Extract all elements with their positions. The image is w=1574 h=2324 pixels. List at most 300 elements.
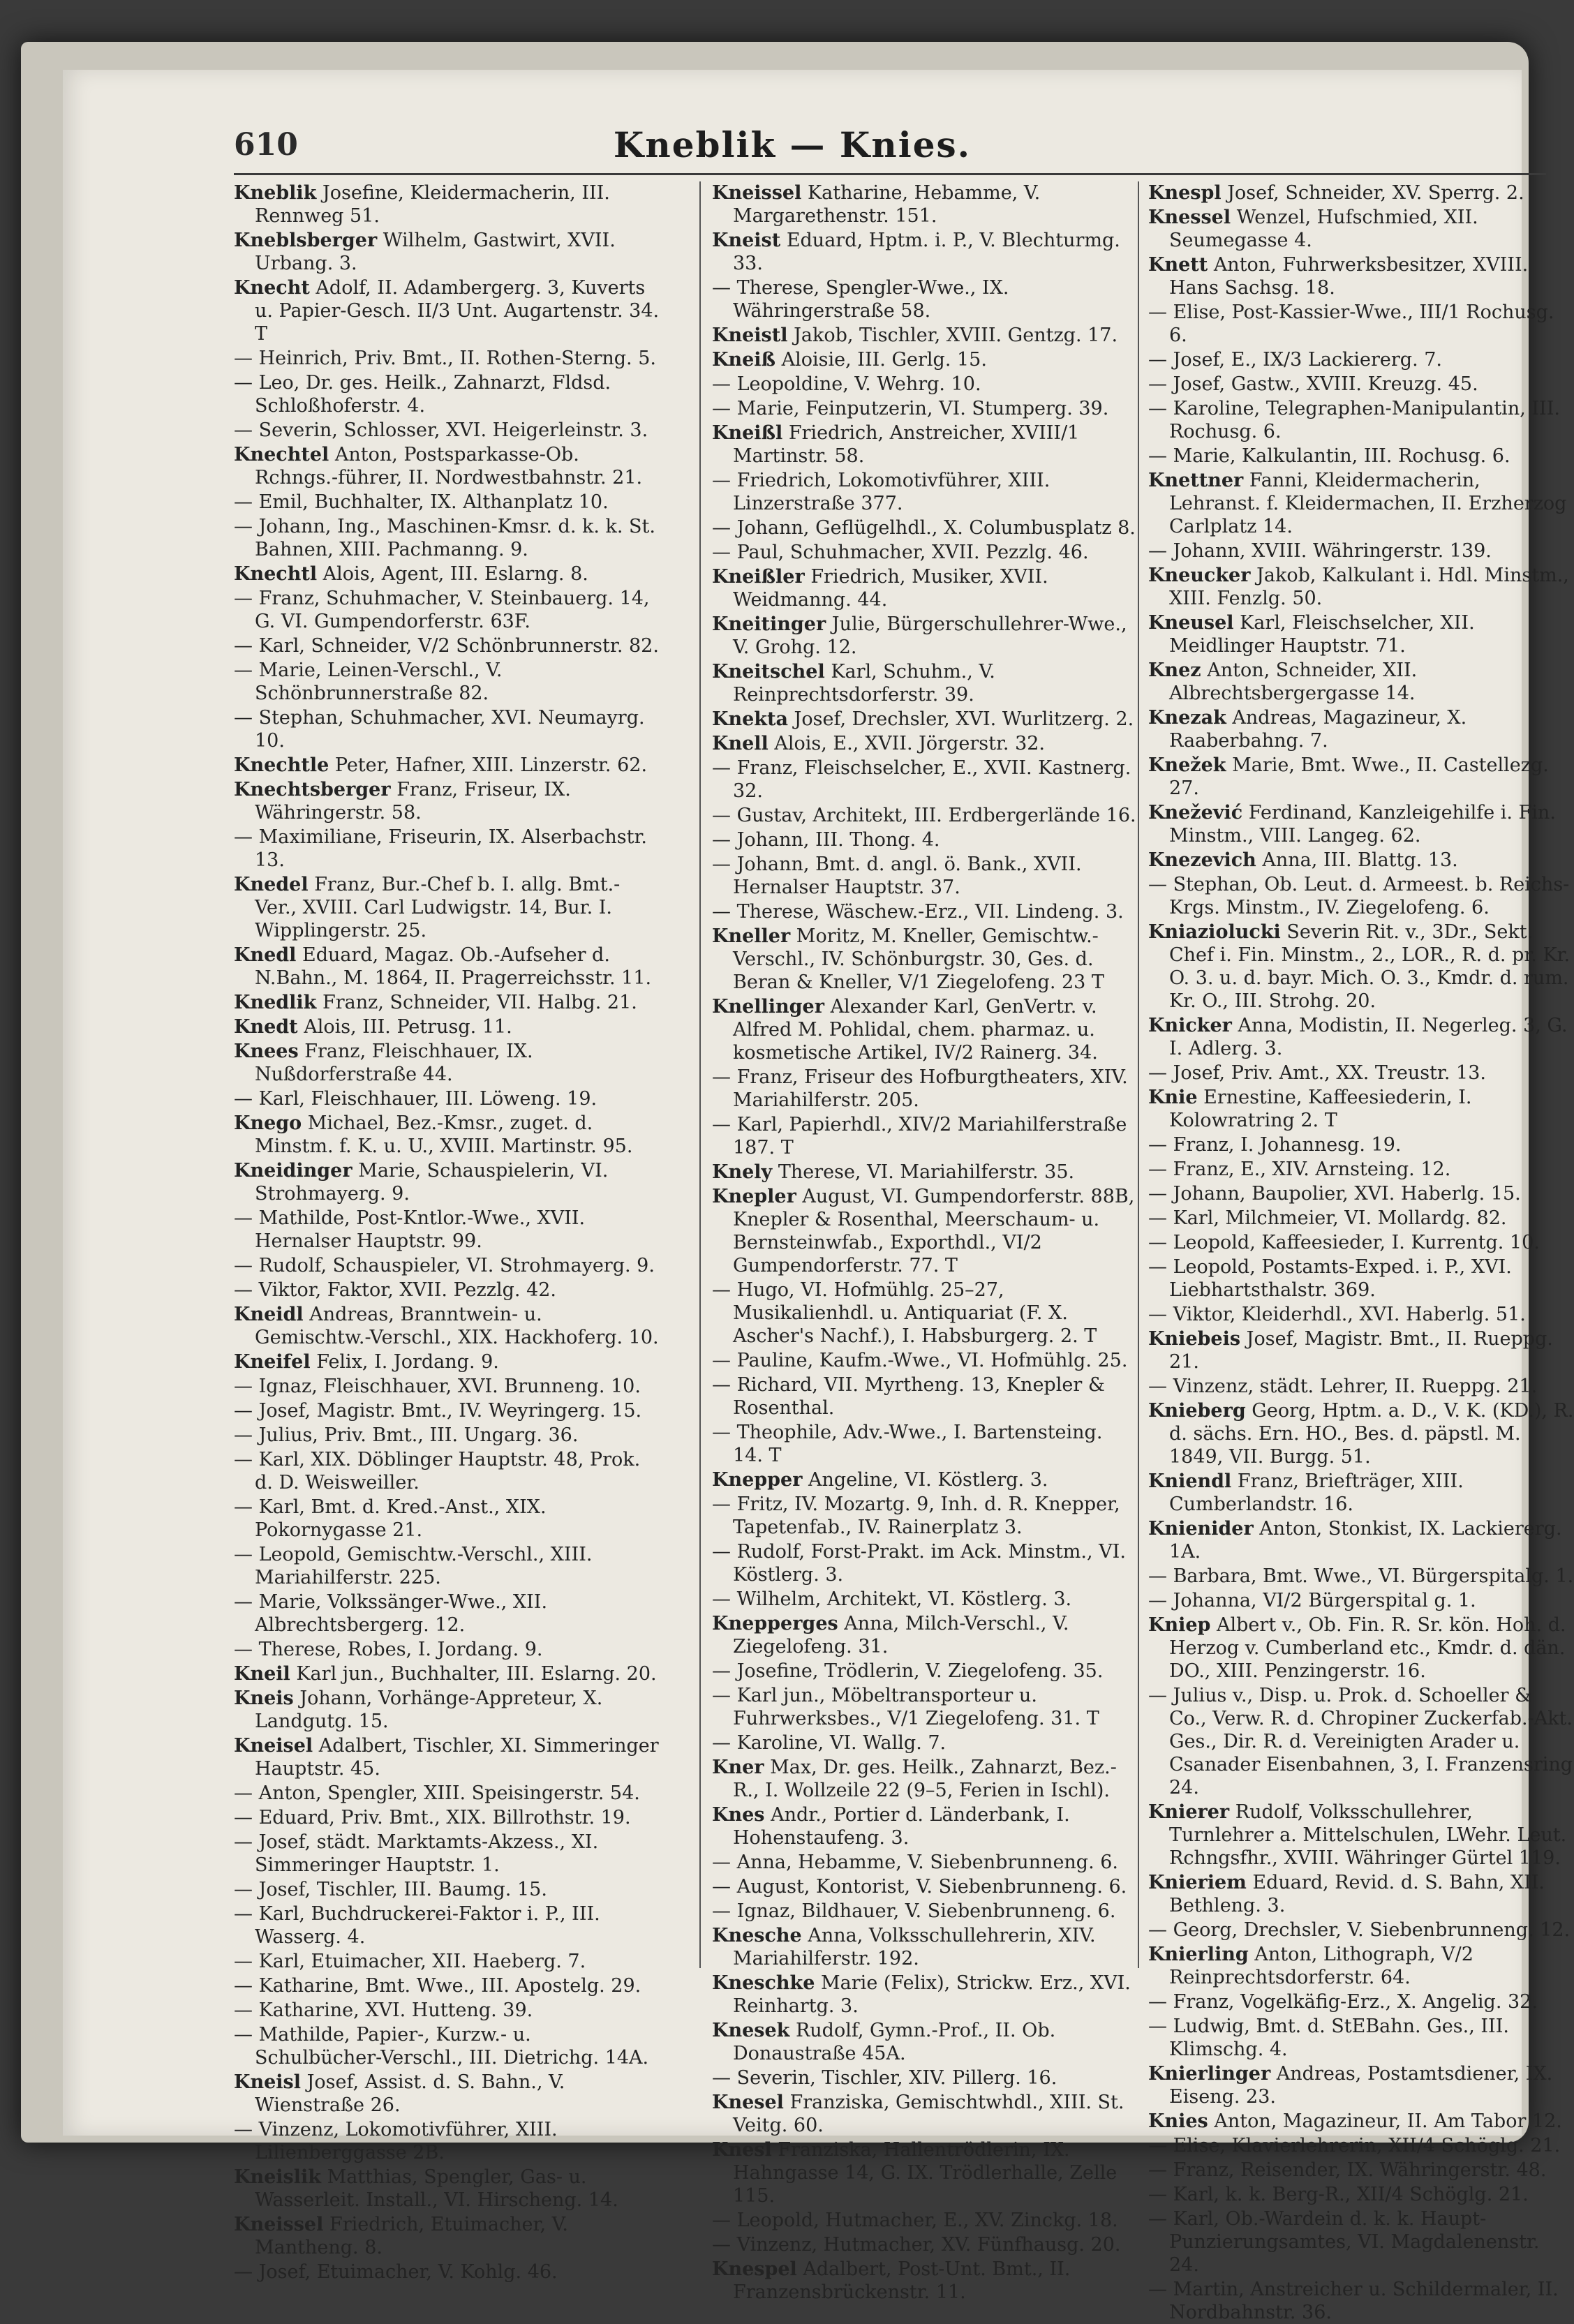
entry-surname: Knespel bbox=[712, 2258, 797, 2280]
entry-surname: Kneis bbox=[234, 1688, 294, 1709]
entry-text: — Karl, Etuimacher, XII. Haeberg. 7. bbox=[234, 1951, 586, 1972]
entry-text: — Vinzenz, städt. Lehrer, II. Rueppg. 21. bbox=[1148, 1376, 1538, 1397]
directory-entry bbox=[1148, 1990, 1574, 2013]
entry-surname: Knicker bbox=[1148, 1015, 1232, 1036]
directory-entry bbox=[1148, 1470, 1574, 1516]
directory-entry bbox=[234, 347, 660, 370]
entry-text: — Katharine, Bmt. Wwe., III. Apostelg. 29. bbox=[234, 1975, 641, 1997]
entry-text: — Pauline, Kaufm.-Wwe., VI. Hofmühlg. 25. bbox=[712, 1350, 1128, 1371]
directory-entry bbox=[712, 1540, 1138, 1586]
entry-text: Wilhelm, Gastwirt, XVII. Urbang. 3. bbox=[255, 230, 616, 274]
entry-surname: Knespl bbox=[1148, 182, 1222, 204]
entry-surname: Kneller bbox=[712, 925, 791, 947]
directory-entry bbox=[712, 516, 1138, 539]
entry-text: Aloisie, III. Gerlg. 15. bbox=[781, 349, 987, 371]
entry-text: Wenzel, Hufschmied, XII. Seumegasse 4. bbox=[1169, 207, 1478, 251]
entry-text: Rudolf, Gymn.-Prof., II. Ob. Donaustraße 45A. bbox=[733, 2020, 1056, 2064]
entry-surname: Kniaziolucki bbox=[1148, 921, 1281, 943]
directory-entry bbox=[1148, 1919, 1574, 1942]
entry-text: — Leopold, Hutmacher, E., XV. Zinckg. 18. bbox=[712, 2210, 1118, 2231]
entry-surname: Kniep bbox=[1148, 1614, 1211, 1636]
directory-entry bbox=[712, 732, 1138, 755]
entry-text: — Franz, Reisender, IX. Währingerstr. 48. bbox=[1148, 2159, 1547, 2181]
directory-entry bbox=[234, 1902, 660, 1949]
entry-surname: Knechtel bbox=[234, 444, 329, 465]
entry-text: — Fritz, IV. Mozartg. 9, Inh. d. R. Knepper, Tapetenfab., IV. Rainerplatz 3. bbox=[712, 1494, 1120, 1538]
entry-text: Ferdinand, Kanzleigehilfe i. Fin. Minstm., VIII. Langeg. 62. bbox=[1169, 802, 1556, 847]
directory-entry bbox=[712, 1612, 1138, 1658]
entry-text: Therese, VI. Mariahilferstr. 35. bbox=[778, 1161, 1075, 1183]
entry-text: — Karl, Ob.-Wardein d. k. k. Haupt-Punzierungsamtes, VI. Magdalenenstr. 24. bbox=[1148, 2208, 1540, 2276]
entry-surname: Kneil bbox=[234, 1663, 290, 1685]
entry-text: Anna, Milch-Verschl., V. Ziegelofeng. 31. bbox=[733, 1613, 1069, 1658]
entry-text: Friedrich, Etuimacher, V. Mantheng. 8. bbox=[255, 2214, 568, 2258]
entry-text: — Karl jun., Möbeltransporteur u. Fuhrwerksbes., V/1 Ziegelofeng. 31. T bbox=[712, 1685, 1099, 1729]
directory-entry bbox=[1148, 253, 1574, 299]
directory-entry bbox=[234, 229, 660, 275]
entry-surname: Kneißler bbox=[712, 566, 805, 588]
entry-surname: Kneschke bbox=[712, 1972, 815, 1994]
directory-entry bbox=[1148, 1327, 1574, 1373]
directory-entry bbox=[234, 2071, 660, 2117]
entry-text: Alois, III. Petrusg. 11. bbox=[304, 1016, 512, 1038]
book bbox=[21, 42, 1574, 2323]
entry-surname: Kneiß bbox=[712, 349, 776, 371]
entry-surname: Knell bbox=[712, 733, 769, 754]
entry-text: — Therese, Robes, I. Jordang. 9. bbox=[234, 1639, 543, 1660]
entry-text: Anna, Volksschullehrerin, XIV. Mariahilferstr. 192. bbox=[733, 1925, 1096, 1969]
directory-entry bbox=[1148, 2183, 1574, 2206]
entry-text: Karl, Schuhm., V. Reinprechtsdorferstr. 39. bbox=[733, 661, 995, 706]
directory-entry bbox=[1148, 1589, 1574, 1612]
entry-surname: Kneitschel bbox=[712, 661, 825, 683]
directory-entry bbox=[712, 1468, 1138, 1491]
directory-entry bbox=[234, 991, 660, 1014]
entry-text: Katharine, Hebamme, V. Margarethenstr. 151. bbox=[733, 182, 1041, 227]
column-divider bbox=[1138, 181, 1139, 1968]
entry-surname: Knežević bbox=[1148, 802, 1243, 824]
directory-entry bbox=[712, 1660, 1138, 1683]
directory-entry bbox=[234, 1831, 660, 1877]
directory-entry bbox=[712, 565, 1138, 611]
entry-surname: Kneidl bbox=[234, 1304, 304, 1325]
directory-entry bbox=[234, 563, 660, 586]
directory-entry bbox=[712, 324, 1138, 347]
entry-surname: Kneitinger bbox=[712, 613, 826, 635]
entry-text: Marie, Schauspielerin, VI. Strohmayerg. 9. bbox=[255, 1160, 609, 1205]
entry-text: — Johann, XVIII. Währingerstr. 139. bbox=[1148, 540, 1492, 562]
entry-text: — Leo, Dr. ges. Heilk., Zahnarzt, Fldsd. Schloßhoferstr. 4. bbox=[234, 372, 611, 417]
entry-text: — Ignaz, Bildhauer, V. Siebenbrunneng. 6. bbox=[712, 1900, 1116, 1922]
entry-surname: Kneusel bbox=[1148, 612, 1234, 634]
directory-entry bbox=[712, 348, 1138, 371]
directory-entry bbox=[234, 1279, 660, 1302]
entry-text: — Georg, Drechsler, V. Siebenbrunneng. 12. bbox=[1148, 1919, 1571, 1941]
directory-entry bbox=[712, 229, 1138, 275]
entry-text: Matthias, Spengler, Gas- u. Wasserleit. Install., VI. Hirscheng. 14. bbox=[255, 2166, 618, 2211]
entry-text: — Leopoldine, V. Wehrg. 10. bbox=[712, 373, 981, 395]
entry-text: Michael, Bez.-Kmsr., zuget. d. Minstm. f. K. u. U., XVIII. Martinstr. 95. bbox=[255, 1112, 633, 1157]
directory-entry bbox=[234, 1424, 660, 1447]
entry-text: — Anton, Spengler, XIII. Speisingerstr. 54. bbox=[234, 1782, 640, 1804]
entry-surname: Knechtsberger bbox=[234, 779, 391, 800]
directory-entry bbox=[234, 2213, 660, 2259]
entry-text: Andreas, Postamtsdiener, IX. Eiseng. 23. bbox=[1169, 2063, 1553, 2108]
directory-entry bbox=[712, 397, 1138, 420]
entry-surname: Knie bbox=[1148, 1087, 1198, 1108]
directory-entry bbox=[234, 1734, 660, 1780]
entry-text: Franz, Briefträger, XIII. Cumberlandstr. 16. bbox=[1169, 1470, 1464, 1515]
directory-entry bbox=[234, 1782, 660, 1805]
entry-text: — Karl, k. k. Berg-R., XII/4 Schöglg. 21. bbox=[1148, 2184, 1529, 2205]
directory-entry bbox=[712, 1684, 1138, 1730]
directory-entry bbox=[1148, 1014, 1574, 1060]
entry-text: — Franz, I. Johannesg. 19. bbox=[1148, 1134, 1402, 1156]
directory-entry bbox=[712, 2091, 1138, 2137]
entry-text: Alexander Karl, GenVertr. v. Alfred M. Pohlidal, chem. pharmaz. u. kosmetische Artikel, IV/2 Rainerg. 34. bbox=[733, 996, 1098, 1064]
entry-surname: Kneislik bbox=[234, 2166, 321, 2188]
directory-entry bbox=[712, 2019, 1138, 2065]
entry-text: — Maximiliane, Friseurin, IX. Alserbachstr. 13. bbox=[234, 826, 647, 871]
directory-entry bbox=[234, 944, 660, 990]
entry-text: Adalbert, Tischler, XI. Simmeringer Hauptstr. 45. bbox=[255, 1735, 659, 1780]
entry-text: — Vinzenz, Lokomotivführer, XIII. Lilienberggasse 2B. bbox=[234, 2119, 558, 2163]
entry-text: Alois, E., XVII. Jörgerstr. 32. bbox=[774, 733, 1046, 754]
column-1 bbox=[234, 181, 660, 2283]
entry-surname: Knierling bbox=[1148, 1944, 1249, 1965]
entry-text: — Leopold, Gemischtw.-Verschl., XIII. Mariahilferstr. 225. bbox=[234, 1544, 593, 1588]
directory-entry bbox=[712, 900, 1138, 923]
entry-text: Franz, Friseur, IX. Währingerstr. 58. bbox=[255, 779, 571, 824]
entry-surname: Kneistl bbox=[712, 325, 788, 346]
entry-text: — Josef, Tischler, III. Baumg. 15. bbox=[234, 1879, 547, 1900]
directory-entry bbox=[234, 826, 660, 872]
entry-surname: Kneblsberger bbox=[234, 230, 378, 251]
directory-entry bbox=[1148, 1133, 1574, 1156]
entry-surname: Knienider bbox=[1148, 1518, 1254, 1540]
directory-entry bbox=[234, 371, 660, 417]
directory-entry bbox=[1148, 611, 1574, 657]
entry-text: — Josef, Priv. Amt., XX. Treustr. 13. bbox=[1148, 1062, 1486, 1084]
entry-surname: Knett bbox=[1148, 254, 1208, 276]
directory-entry bbox=[234, 515, 660, 561]
entry-text: Severin Rit. v., 3Dr., Sekt. Chef i. Fin. Minstm., 2., LOR., R. d. pr. Kr. O. 3. u. d. bayr. Mich. O. 3., Kmdr. d. rum. Kr. O., III. Strohg. 20. bbox=[1169, 921, 1571, 1012]
directory-entry bbox=[234, 1662, 660, 1685]
entry-text: August, VI. Gumpendorferstr. 88B, Knepler & Rosenthal, Meerschaum- u. Bernsteinwfab., Exporthdl., VI/2 Gumpendorferstr. 77. T bbox=[733, 1186, 1135, 1276]
directory-entry bbox=[1148, 301, 1574, 347]
directory-entry bbox=[234, 276, 660, 345]
entry-text: Anton, Magazineur, II. Am Tabor 12. bbox=[1214, 2110, 1562, 2132]
directory-entry bbox=[712, 1900, 1138, 1923]
entry-text: — Katharine, XVI. Hutteng. 39. bbox=[234, 1999, 533, 2021]
directory-entry bbox=[712, 853, 1138, 899]
entry-text: Friedrich, Anstreicher, XVIII/1 Martinstr. 58. bbox=[733, 422, 1080, 467]
entry-surname: Knezak bbox=[1148, 707, 1226, 729]
directory-entry bbox=[712, 1279, 1138, 1348]
entry-text: — Johann, Geflügelhdl., X. Columbusplatz 8. bbox=[712, 517, 1136, 539]
column-2 bbox=[712, 181, 1138, 2303]
entry-text: — Leopold, Postamts-Exped. i. P., XVI. Liebhartsthalstr. 369. bbox=[1148, 1256, 1512, 1301]
column-divider bbox=[699, 181, 701, 1968]
directory-entry bbox=[712, 1972, 1138, 2018]
directory-entry bbox=[234, 634, 660, 657]
entry-text: Anna, Modistin, II. Negerleg. 3, G. I. Adlerg. 3. bbox=[1169, 1015, 1568, 1059]
header-rule bbox=[234, 173, 1546, 175]
directory-entry bbox=[1148, 1801, 1574, 1870]
entry-text: — Karl, Bmt. d. Kred.-Anst., XIX. Pokornygasse 21. bbox=[234, 1496, 547, 1541]
entry-text: — Mathilde, Papier-, Kurzw.- u. Schulbücher-Verschl., III. Dietrichg. 14A. bbox=[234, 2024, 649, 2069]
directory-entry bbox=[1148, 469, 1574, 538]
directory-entry bbox=[712, 1349, 1138, 1372]
entry-text: Anton, Lithograph, V/2 Reinprechtsdorferstr. 64. bbox=[1169, 1944, 1473, 1988]
directory-entry bbox=[1148, 564, 1574, 610]
directory-entry bbox=[712, 660, 1138, 706]
entry-text: Andreas, Branntwein- u. Gemischtw.-Verschl., XIX. Hackhoferg. 10. bbox=[255, 1304, 659, 1348]
directory-entry bbox=[234, 1806, 660, 1829]
entry-text: — Martin, Anstreicher u. Schildermaler, II. Nordbahnstr. 36. bbox=[1148, 2279, 1559, 2323]
directory-entry bbox=[712, 828, 1138, 851]
entry-text: — Hugo, VI. Hofmühlg. 25–27, Musikalienhdl. u. Antiquariat (F. X. Ascher's Nachf.), I. Habsburgerg. 2. T bbox=[712, 1279, 1097, 1347]
directory-entry bbox=[712, 1803, 1138, 1849]
entry-text: — Anna, Hebamme, V. Siebenbrunneng. 6. bbox=[712, 1852, 1119, 1873]
directory-entry bbox=[234, 1399, 660, 1422]
entry-text: — Josef, Magistr. Bmt., IV. Weyringerg. 15. bbox=[234, 1400, 642, 1422]
directory-entry bbox=[712, 373, 1138, 396]
running-title: Kneblik — Knies. bbox=[613, 124, 972, 165]
entry-surname: Knedt bbox=[234, 1016, 298, 1038]
entry-text: Julie, Bürgerschullehrer-Wwe., V. Grohg. 12. bbox=[733, 613, 1127, 658]
entry-text: — Johann, Baupolier, XVI. Haberlg. 15. bbox=[1148, 1183, 1521, 1205]
entry-surname: Knieriem bbox=[1148, 1872, 1247, 1893]
entry-text: — Franz, Friseur des Hofburgtheaters, XIV. Mariahilferstr. 205. bbox=[712, 1066, 1128, 1111]
directory-entry bbox=[1148, 801, 1574, 847]
entry-text: — Friedrich, Lokomotivführer, XIII. Linzerstraße 377. bbox=[712, 470, 1050, 514]
entry-text: Alois, Agent, III. Eslarng. 8. bbox=[322, 563, 588, 585]
directory-entry bbox=[1148, 1207, 1574, 1230]
entry-text: — Paul, Schuhmacher, XVII. Pezzlg. 46. bbox=[712, 542, 1089, 563]
entry-text: Fanni, Kleidermacherin, Lehranst. f. Kleidermachen, II. Erzherzog Carlplatz 14. bbox=[1169, 470, 1567, 537]
entry-text: — Ludwig, Bmt. d. StEBahn. Ges., III. Klimschg. 4. bbox=[1148, 2016, 1509, 2060]
directory-entry bbox=[712, 995, 1138, 1064]
directory-entry bbox=[234, 778, 660, 824]
column-3 bbox=[1148, 181, 1574, 2323]
entry-text: — Rudolf, Forst-Prakt. im Ack. Minstm., VI. Köstlerg. 3. bbox=[712, 1541, 1126, 1586]
directory-entry bbox=[1148, 2015, 1574, 2061]
entry-surname: Knely bbox=[712, 1161, 773, 1183]
directory-entry bbox=[712, 708, 1138, 731]
entry-text: — Mathilde, Post-Kntlor.-Wwe., XVII. Hernalser Hauptstr. 99. bbox=[234, 1207, 586, 1252]
directory-entry bbox=[712, 804, 1138, 827]
directory-entry bbox=[1148, 2278, 1574, 2324]
directory-entry bbox=[1148, 2134, 1574, 2157]
entry-text: Franz, Schneider, VII. Halbg. 21. bbox=[322, 992, 637, 1013]
entry-text: — Johann, Bmt. d. angl. ö. Bank., XVII. Hernalser Hauptstr. 37. bbox=[712, 854, 1082, 898]
entry-surname: Kniendl bbox=[1148, 1470, 1232, 1492]
directory-entry bbox=[1148, 1943, 1574, 1989]
entry-text: — Stephan, Schuhmacher, XVI. Neumayrg. 10. bbox=[234, 707, 645, 752]
entry-text: Moritz, M. Kneller, Gemischtw.-Verschl., IV. Schönburgstr. 30, Ges. d. Beran & Kneller, V/1 Ziegelofeng. 23 T bbox=[733, 925, 1104, 993]
entry-text: Albert v., Ob. Fin. R. Sr. kön. Hoh. d. Herzog v. Cumberland etc., Kmdr. d. dän. DO., XIII. Penzingerstr. 16. bbox=[1169, 1614, 1566, 1682]
entry-surname: Knesche bbox=[712, 1925, 802, 1946]
entry-text: — Karl, Schneider, V/2 Schönbrunnerstr. 82. bbox=[234, 635, 659, 657]
entry-text: Adalbert, Post-Unt. Bmt., II. Franzensbrückenstr. 11. bbox=[733, 2258, 1071, 2303]
entry-surname: Knecht bbox=[234, 277, 310, 299]
entry-surname: Knies bbox=[1148, 2110, 1208, 2132]
directory-entry bbox=[234, 873, 660, 942]
directory-entry bbox=[1148, 659, 1574, 705]
entry-surname: Knettner bbox=[1148, 470, 1244, 491]
directory-entry bbox=[234, 1159, 660, 1205]
directory-entry bbox=[712, 1113, 1138, 1159]
entry-surname: Kneisel bbox=[234, 1735, 313, 1757]
directory-entry bbox=[1148, 1086, 1574, 1132]
directory-entry bbox=[234, 1087, 660, 1110]
directory-entry bbox=[712, 469, 1138, 515]
directory-entry bbox=[234, 1303, 660, 1349]
directory-entry bbox=[234, 1112, 660, 1158]
page-number: 610 bbox=[234, 127, 298, 163]
entry-text: Franz, Bur.-Chef b. I. allg. Bmt.-Ver., XVIII. Carl Ludwigstr. 14, Bur. I. Wipplingerstr. 25. bbox=[255, 874, 621, 941]
directory-entry bbox=[712, 2138, 1138, 2207]
entry-text: Johann, Vorhänge-Appreteur, X. Landgutg. 15. bbox=[255, 1688, 603, 1732]
directory-entry bbox=[1148, 849, 1574, 872]
entry-text: Anton, Stonkist, IX. Lackiererg. 1A. bbox=[1169, 1518, 1562, 1563]
entry-text: — Karoline, Telegraphen-Manipulantin, III. Rochusg. 6. bbox=[1148, 398, 1560, 442]
directory-entry bbox=[234, 587, 660, 633]
entry-surname: Knesek bbox=[712, 2020, 790, 2041]
entry-text: — Josef, Etuimacher, V. Kohlg. 46. bbox=[234, 2261, 558, 2283]
entry-text: — Josef, E., IX/3 Lackiererg. 7. bbox=[1148, 349, 1443, 371]
directory-entry bbox=[1148, 706, 1574, 752]
entry-surname: Knechtl bbox=[234, 563, 318, 585]
entry-text: — Julius, Priv. Bmt., III. Ungarg. 36. bbox=[234, 1424, 579, 1446]
entry-surname: Knees bbox=[234, 1041, 299, 1062]
entry-text: Eduard, Hptm. i. P., V. Blechturmg. 33. bbox=[733, 230, 1120, 274]
directory-entry bbox=[234, 1638, 660, 1661]
directory-entry bbox=[234, 443, 660, 489]
directory-entry bbox=[234, 2118, 660, 2164]
directory-entry bbox=[712, 1421, 1138, 1467]
entry-text: Josefine, Kleidermacherin, III. Rennweg 51. bbox=[255, 182, 610, 227]
directory-entry bbox=[712, 1185, 1138, 1277]
entry-text: — Emil, Buchhalter, IX. Althanplatz 10. bbox=[234, 491, 609, 513]
directory-entry bbox=[234, 1950, 660, 1973]
directory-entry bbox=[1148, 873, 1574, 919]
entry-text: — Karoline, VI. Wallg. 7. bbox=[712, 1732, 946, 1754]
entry-text: — Viktor, Faktor, XVII. Pezzlg. 42. bbox=[234, 1279, 557, 1301]
entry-text: Josef, Assist. d. S. Bahn., V. Wienstraße 26. bbox=[255, 2071, 565, 2116]
directory-entry bbox=[1148, 445, 1574, 468]
entry-text: — Theophile, Adv.-Wwe., I. Bartensteing. 14. T bbox=[712, 1422, 1103, 1466]
entry-text: — Josef, städt. Marktamts-Akzess., XI. Simmeringer Hauptstr. 1. bbox=[234, 1831, 599, 1876]
directory-entry bbox=[234, 2023, 660, 2069]
entry-text: — Richard, VII. Myrtheng. 13, Knepler & Rosenthal. bbox=[712, 1374, 1105, 1419]
directory-entry bbox=[1148, 1375, 1574, 1398]
directory-entry bbox=[234, 1207, 660, 1253]
entry-surname: Knedel bbox=[234, 874, 309, 895]
directory-entry bbox=[1148, 1871, 1574, 1917]
entry-surname: Kneifel bbox=[234, 1351, 311, 1373]
entry-text: — Rudolf, Schauspieler, VI. Strohmayerg. 9. bbox=[234, 1255, 655, 1276]
directory-entry bbox=[234, 1040, 660, 1086]
entry-surname: Knedl bbox=[234, 944, 297, 966]
entry-surname: Knellinger bbox=[712, 996, 824, 1018]
entry-text: Karl, Fleischselcher, XII. Meidlinger Hauptstr. 71. bbox=[1169, 612, 1475, 657]
entry-surname: Kneissel bbox=[712, 182, 802, 204]
entry-text: Angeline, VI. Köstlerg. 3. bbox=[808, 1469, 1048, 1491]
directory-entry bbox=[712, 613, 1138, 659]
entry-text: Anton, Postsparkasse-Ob. Rchngs.-führer, II. Nordwestbahnstr. 21. bbox=[255, 444, 643, 489]
page bbox=[63, 70, 1574, 2323]
entry-text: — Therese, Wäschew.-Erz., VII. Lindeng. 3. bbox=[712, 901, 1124, 923]
directory-entry bbox=[712, 422, 1138, 468]
directory-entry bbox=[712, 1731, 1138, 1755]
entry-text: Rudolf, Volksschullehrer, Turnlehrer a. Mittelschulen, LWehr. Leut. Rchngsfhr., XVIII. Währinger Gürtel 119. bbox=[1169, 1801, 1567, 1869]
entry-text: — Stephan, Ob. Leut. d. Armeest. b. Reichs-Krgs. Minstm., IV. Ziegelofeng. 6. bbox=[1148, 874, 1570, 918]
directory-entry bbox=[712, 2209, 1138, 2232]
directory-entry bbox=[712, 925, 1138, 994]
entry-text: Friedrich, Musiker, XVII. Weidmanng. 44. bbox=[733, 566, 1048, 611]
entry-text: Franz, Fleischhauer, IX. Nußdorferstraße 44. bbox=[255, 1041, 533, 1085]
directory-entry bbox=[1148, 1231, 1574, 1254]
directory-entry bbox=[1148, 754, 1574, 800]
directory-entry bbox=[712, 2066, 1138, 2090]
directory-entry bbox=[234, 491, 660, 514]
directory-entry bbox=[234, 1254, 660, 1277]
entry-text: Marie, Bmt. Wwe., II. Castellezg. 27. bbox=[1169, 754, 1549, 799]
entry-text: — Franz, E., XIV. Arnsteing. 12. bbox=[1148, 1159, 1451, 1180]
entry-text: — Gustav, Architekt, III. Erdbergerlände 16. bbox=[712, 805, 1136, 826]
directory-entry bbox=[1148, 1684, 1574, 1799]
directory-entry bbox=[234, 1687, 660, 1733]
entry-surname: Knes bbox=[712, 1804, 765, 1826]
directory-entry bbox=[1148, 1158, 1574, 1181]
entry-text: Anton, Fuhrwerksbesitzer, XVIII. Hans Sachsg. 18. bbox=[1169, 254, 1529, 299]
entry-text: Felix, I. Jordang. 9. bbox=[316, 1351, 499, 1373]
entry-text: Anna, III. Blattg. 13. bbox=[1262, 849, 1458, 871]
directory-entry bbox=[1148, 539, 1574, 563]
directory-entry bbox=[234, 1543, 660, 1589]
entry-text: Anton, Schneider, XII. Albrechtsbergergasse 14. bbox=[1169, 660, 1418, 704]
entry-text: Eduard, Revid. d. S. Bahn, XII. Bethleng. 3. bbox=[1169, 1872, 1545, 1916]
entry-surname: Kneucker bbox=[1148, 565, 1251, 586]
entry-text: — Wilhelm, Architekt, VI. Köstlerg. 3. bbox=[712, 1588, 1072, 1610]
entry-text: Georg, Hptm. a. D., V. K. (KD.), R. d. sächs. Ern. HO., Bes. d. päpstl. M. 1849, VII. Burgg. 51. bbox=[1169, 1400, 1574, 1468]
entry-surname: Knedlik bbox=[234, 992, 317, 1013]
entry-surname: Knezevich bbox=[1148, 849, 1256, 871]
directory-entry bbox=[1148, 2062, 1574, 2108]
entry-text: — Therese, Spengler-Wwe., IX. Währingerstraße 58. bbox=[712, 277, 1009, 322]
entry-text: — Severin, Schlosser, XVI. Heigerleinstr. 3. bbox=[234, 419, 648, 441]
directory-entry bbox=[712, 2233, 1138, 2256]
entry-text: — Johanna, VI/2 Bürgerspital g. 1. bbox=[1148, 1590, 1476, 1611]
entry-text: — Severin, Tischler, XIV. Pillerg. 16. bbox=[712, 2067, 1057, 2089]
entry-text: — Karl, XIX. Döblinger Hauptstr. 48, Prok. d. D. Weisweiller. bbox=[234, 1449, 641, 1494]
directory-entry bbox=[712, 1924, 1138, 1970]
entry-text: Andr., Portier d. Länderbank, I. Hohenstaufeng. 3. bbox=[733, 1804, 1070, 1849]
directory-entry bbox=[1148, 1565, 1574, 1588]
directory-entry bbox=[712, 1588, 1138, 1611]
entry-text: — Josefine, Trödlerin, V. Ziegelofeng. 35. bbox=[712, 1660, 1104, 1682]
directory-entry bbox=[234, 1448, 660, 1494]
directory-entry bbox=[712, 1756, 1138, 1802]
entry-text: Andreas, Magazineur, X. Raaberbahng. 7. bbox=[1169, 707, 1467, 752]
entry-surname: Knepper bbox=[712, 1469, 803, 1491]
entry-text: Franziska, Gemischtwhdl., XIII. St. Veitg. 60. bbox=[733, 2092, 1124, 2136]
entry-text: Max, Dr. ges. Heilk., Zahnarzt, Bez.-R., I. Wollzeile 22 (9–5, Ferien in Ischl). bbox=[733, 1757, 1117, 1801]
entry-surname: Knesl bbox=[712, 2139, 772, 2161]
directory-entry bbox=[1148, 1399, 1574, 1468]
